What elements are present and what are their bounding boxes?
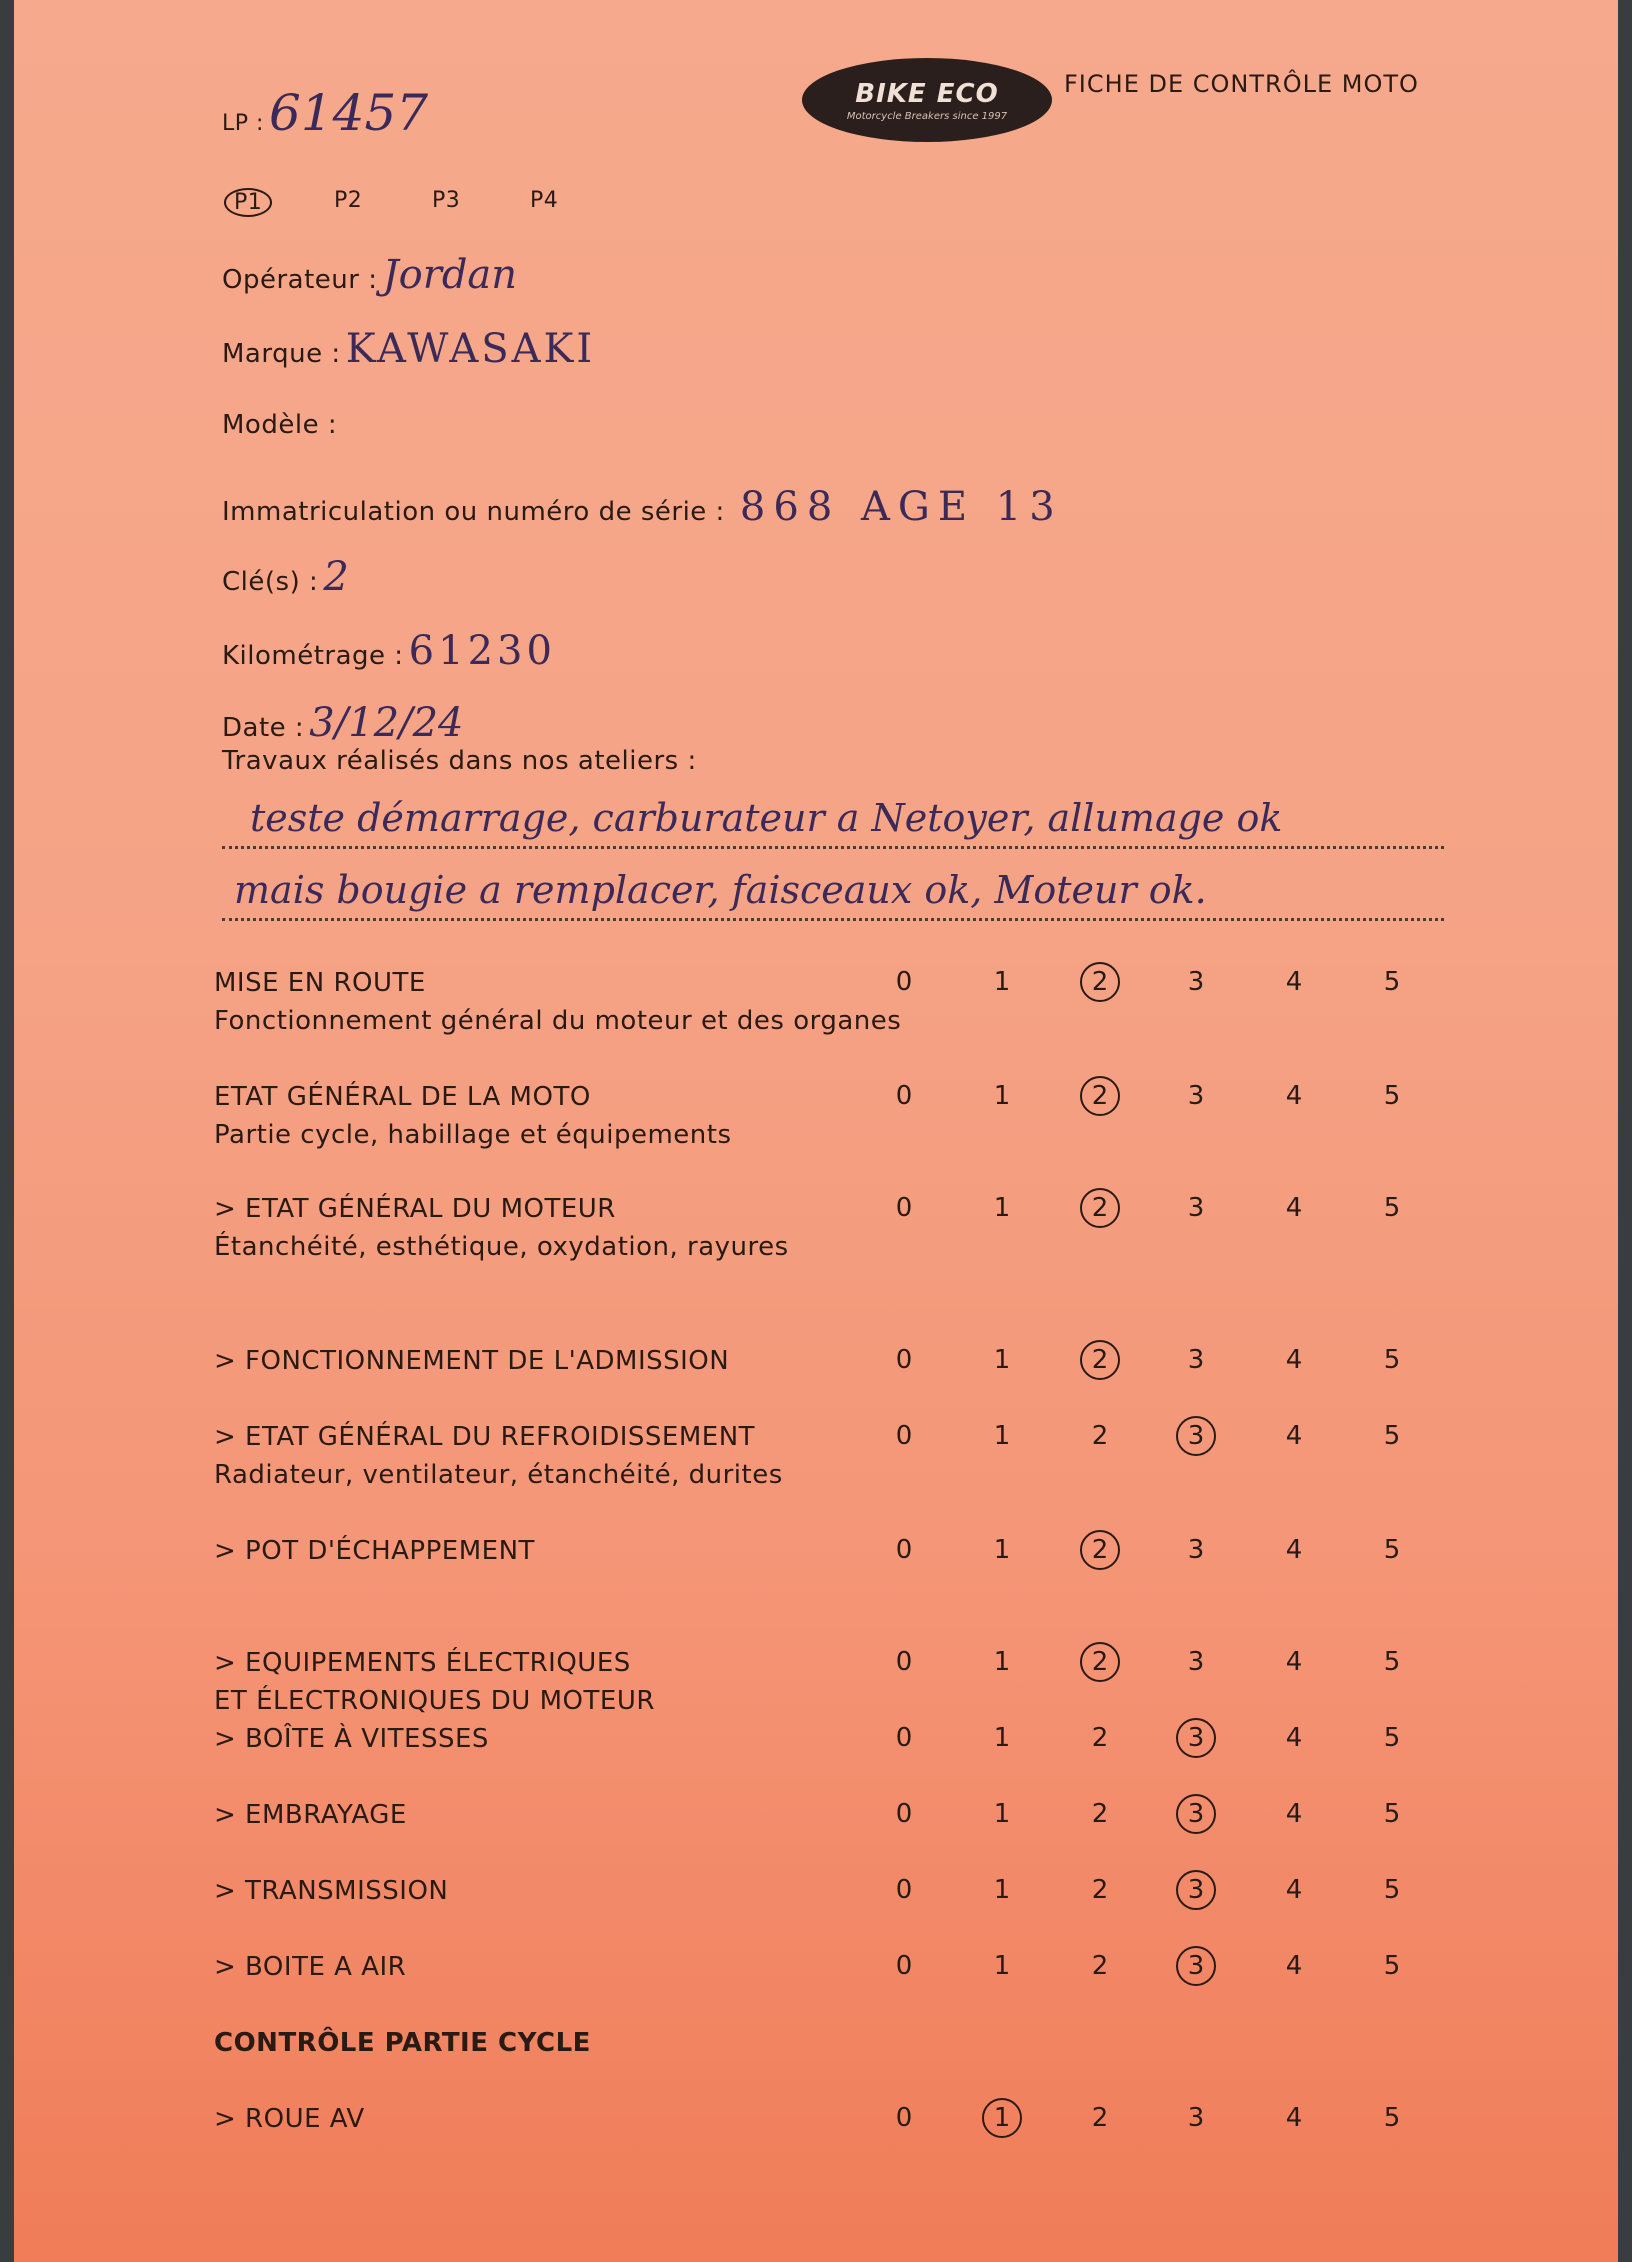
score-option[interactable]: 5 bbox=[1383, 1345, 1401, 1375]
score-option[interactable]: 5 bbox=[1383, 967, 1401, 997]
score-option[interactable]: 2 bbox=[1091, 2103, 1109, 2133]
score-option[interactable]: 4 bbox=[1285, 967, 1303, 997]
lp-value: 61457 bbox=[269, 84, 429, 142]
cles-field bbox=[222, 554, 349, 600]
rating-title: ETAT GÉNÉRAL DE LA MOTO bbox=[214, 1082, 591, 1112]
rating-subtitle: Partie cycle, habillage et équipements bbox=[214, 1120, 732, 1150]
score-option[interactable]: 4 bbox=[1285, 1421, 1303, 1451]
score-option[interactable]: 5 bbox=[1383, 2103, 1401, 2133]
score-option[interactable]: 5 bbox=[1383, 1799, 1401, 1829]
modele-label: Modèle : bbox=[222, 410, 338, 440]
immat-label: Immatriculation ou numéro de série : bbox=[222, 497, 725, 527]
score-option-selected[interactable]: 1 bbox=[982, 2098, 1022, 2138]
date-value: 3/12/24 bbox=[309, 700, 464, 746]
lp-field bbox=[222, 84, 428, 142]
rating-subtitle: Radiateur, ventilateur, étanchéité, durites bbox=[214, 1460, 783, 1490]
score-option[interactable]: 5 bbox=[1383, 1723, 1401, 1753]
km-value: 61230 bbox=[408, 628, 556, 674]
score-option[interactable]: 3 bbox=[1187, 1193, 1205, 1223]
position-p1[interactable] bbox=[224, 186, 272, 217]
marque-label: Marque : bbox=[222, 339, 341, 369]
score-option[interactable]: 1 bbox=[993, 1723, 1011, 1753]
lp-label: LP : bbox=[222, 111, 264, 136]
score-option[interactable]: 2 bbox=[1091, 1875, 1109, 1905]
score-option[interactable]: 2 bbox=[1091, 1723, 1109, 1753]
rating-title: > BOÎTE À VITESSES bbox=[214, 1724, 489, 1754]
score-option[interactable]: 4 bbox=[1285, 1345, 1303, 1375]
score-option-selected[interactable]: 3 bbox=[1176, 1416, 1216, 1456]
score-option[interactable]: 5 bbox=[1383, 1875, 1401, 1905]
control-sheet bbox=[14, 0, 1618, 2262]
position-p3[interactable]: P3 bbox=[432, 188, 461, 213]
score-option-selected[interactable]: 3 bbox=[1176, 1718, 1216, 1758]
operateur-value: Jordan bbox=[382, 252, 518, 298]
score-option[interactable]: 1 bbox=[993, 1421, 1011, 1451]
score-option-selected[interactable]: 3 bbox=[1176, 1870, 1216, 1910]
score-option[interactable]: 0 bbox=[895, 1421, 913, 1451]
score-option[interactable]: 1 bbox=[993, 1647, 1011, 1677]
score-option[interactable]: 1 bbox=[993, 1081, 1011, 1111]
score-option[interactable]: 0 bbox=[895, 1535, 913, 1565]
score-option[interactable]: 3 bbox=[1187, 967, 1205, 997]
score-option[interactable]: 4 bbox=[1285, 2103, 1303, 2133]
score-option[interactable]: 0 bbox=[895, 1647, 913, 1677]
score-option-selected[interactable]: 2 bbox=[1080, 1340, 1120, 1380]
rating-title: MISE EN ROUTE bbox=[214, 968, 426, 998]
score-option[interactable]: 4 bbox=[1285, 1723, 1303, 1753]
modele-field bbox=[222, 410, 337, 440]
position-p4[interactable]: P4 bbox=[530, 188, 559, 213]
rating-title: > BOITE A AIR bbox=[214, 1952, 407, 1982]
bike-eco-logo bbox=[802, 58, 1052, 142]
score-option[interactable]: 5 bbox=[1383, 1951, 1401, 1981]
score-option[interactable]: 3 bbox=[1187, 1345, 1205, 1375]
score-option[interactable]: 5 bbox=[1383, 1647, 1401, 1677]
cles-value: 2 bbox=[323, 554, 349, 600]
rating-title: > TRANSMISSION bbox=[214, 1876, 449, 1906]
rating-title: > EMBRAYAGE bbox=[214, 1800, 407, 1830]
rating-title: > ROUE AV bbox=[214, 2104, 365, 2134]
sheet-title: FICHE DE CONTRÔLE MOTO bbox=[1064, 70, 1419, 98]
rating-title: > FONCTIONNEMENT DE L'ADMISSION bbox=[214, 1346, 730, 1376]
logo-text: BIKE ECO bbox=[855, 78, 999, 109]
score-option[interactable]: 0 bbox=[895, 967, 913, 997]
score-option[interactable]: 0 bbox=[895, 1081, 913, 1111]
travaux-line2-dots bbox=[222, 918, 1444, 921]
score-option[interactable]: 4 bbox=[1285, 1647, 1303, 1677]
rating-subtitle: ET ÉLECTRONIQUES DU MOTEUR bbox=[214, 1686, 655, 1716]
score-option-selected[interactable]: 3 bbox=[1176, 1946, 1216, 1986]
score-option[interactable]: 1 bbox=[993, 1875, 1011, 1905]
score-option[interactable]: 0 bbox=[895, 1193, 913, 1223]
score-option[interactable]: 0 bbox=[895, 1799, 913, 1829]
immat-value: 868 AGE 13 bbox=[739, 484, 1063, 530]
travaux-line1: teste démarrage, carburateur a Netoyer, allumage ok bbox=[250, 796, 1283, 840]
rating-subtitle: Fonctionnement général du moteur et des organes bbox=[214, 1006, 902, 1036]
operateur-label: Opérateur : bbox=[222, 265, 378, 295]
score-option[interactable]: 1 bbox=[993, 967, 1011, 997]
marque-value: KAWASAKI bbox=[345, 326, 596, 372]
rating-title: > ETAT GÉNÉRAL DU MOTEUR bbox=[214, 1194, 616, 1224]
score-option-selected[interactable]: 2 bbox=[1080, 1530, 1120, 1570]
score-option-selected[interactable]: 2 bbox=[1080, 1076, 1120, 1116]
score-option[interactable]: 3 bbox=[1187, 1535, 1205, 1565]
score-option[interactable]: 4 bbox=[1285, 1799, 1303, 1829]
score-option[interactable]: 0 bbox=[895, 2103, 913, 2133]
score-option[interactable]: 0 bbox=[895, 1875, 913, 1905]
score-option[interactable]: 5 bbox=[1383, 1193, 1401, 1223]
score-option[interactable]: 3 bbox=[1187, 1081, 1205, 1111]
score-option[interactable]: 5 bbox=[1383, 1081, 1401, 1111]
score-option[interactable]: 3 bbox=[1187, 1647, 1205, 1677]
rating-title: > ETAT GÉNÉRAL DU REFROIDISSEMENT bbox=[214, 1422, 756, 1452]
score-option[interactable]: 2 bbox=[1091, 1799, 1109, 1829]
score-option[interactable]: 4 bbox=[1285, 1875, 1303, 1905]
score-option-selected[interactable]: 2 bbox=[1080, 1642, 1120, 1682]
travaux-label: Travaux réalisés dans nos ateliers : bbox=[222, 746, 697, 776]
date-field bbox=[222, 700, 463, 746]
score-option-selected[interactable]: 2 bbox=[1080, 1188, 1120, 1228]
position-p1-circle: P1 bbox=[224, 188, 272, 217]
score-option[interactable]: 4 bbox=[1285, 1193, 1303, 1223]
score-option[interactable]: 1 bbox=[993, 1799, 1011, 1829]
score-option-selected[interactable]: 2 bbox=[1080, 962, 1120, 1002]
score-option[interactable]: 5 bbox=[1383, 1421, 1401, 1451]
score-option[interactable]: 0 bbox=[895, 1951, 913, 1981]
rating-title: > EQUIPEMENTS ÉLECTRIQUES bbox=[214, 1648, 631, 1678]
score-option[interactable]: 4 bbox=[1285, 1081, 1303, 1111]
score-option[interactable]: 1 bbox=[993, 1535, 1011, 1565]
score-option[interactable]: 4 bbox=[1285, 1535, 1303, 1565]
travaux-line2: mais bougie a remplacer, faisceaux ok, Moteur ok. bbox=[234, 868, 1207, 912]
km-label: Kilométrage : bbox=[222, 641, 404, 671]
section-title: CONTRÔLE PARTIE CYCLE bbox=[214, 2028, 591, 2058]
score-option[interactable]: 1 bbox=[993, 1193, 1011, 1223]
score-option[interactable]: 1 bbox=[993, 1345, 1011, 1375]
km-field bbox=[222, 628, 556, 674]
score-option[interactable]: 4 bbox=[1285, 1951, 1303, 1981]
score-option[interactable]: 5 bbox=[1383, 1535, 1401, 1565]
position-p2[interactable]: P2 bbox=[334, 188, 363, 213]
rating-subtitle: Étanchéité, esthétique, oxydation, rayures bbox=[214, 1232, 789, 1262]
score-option[interactable]: 2 bbox=[1091, 1421, 1109, 1451]
immat-field bbox=[222, 484, 1063, 530]
score-option[interactable]: 2 bbox=[1091, 1951, 1109, 1981]
score-option[interactable]: 3 bbox=[1187, 2103, 1205, 2133]
logo-subtext: Motorcycle Breakers since 1997 bbox=[846, 110, 1008, 122]
cles-label: Clé(s) : bbox=[222, 567, 319, 597]
score-option[interactable]: 0 bbox=[895, 1723, 913, 1753]
marque-field bbox=[222, 326, 595, 372]
rating-title: > POT D'ÉCHAPPEMENT bbox=[214, 1536, 535, 1566]
travaux-line1-dots bbox=[222, 846, 1444, 849]
date-label: Date : bbox=[222, 713, 305, 743]
score-option[interactable]: 1 bbox=[993, 1951, 1011, 1981]
score-option-selected[interactable]: 3 bbox=[1176, 1794, 1216, 1834]
score-option[interactable]: 0 bbox=[895, 1345, 913, 1375]
operateur-field bbox=[222, 252, 517, 298]
